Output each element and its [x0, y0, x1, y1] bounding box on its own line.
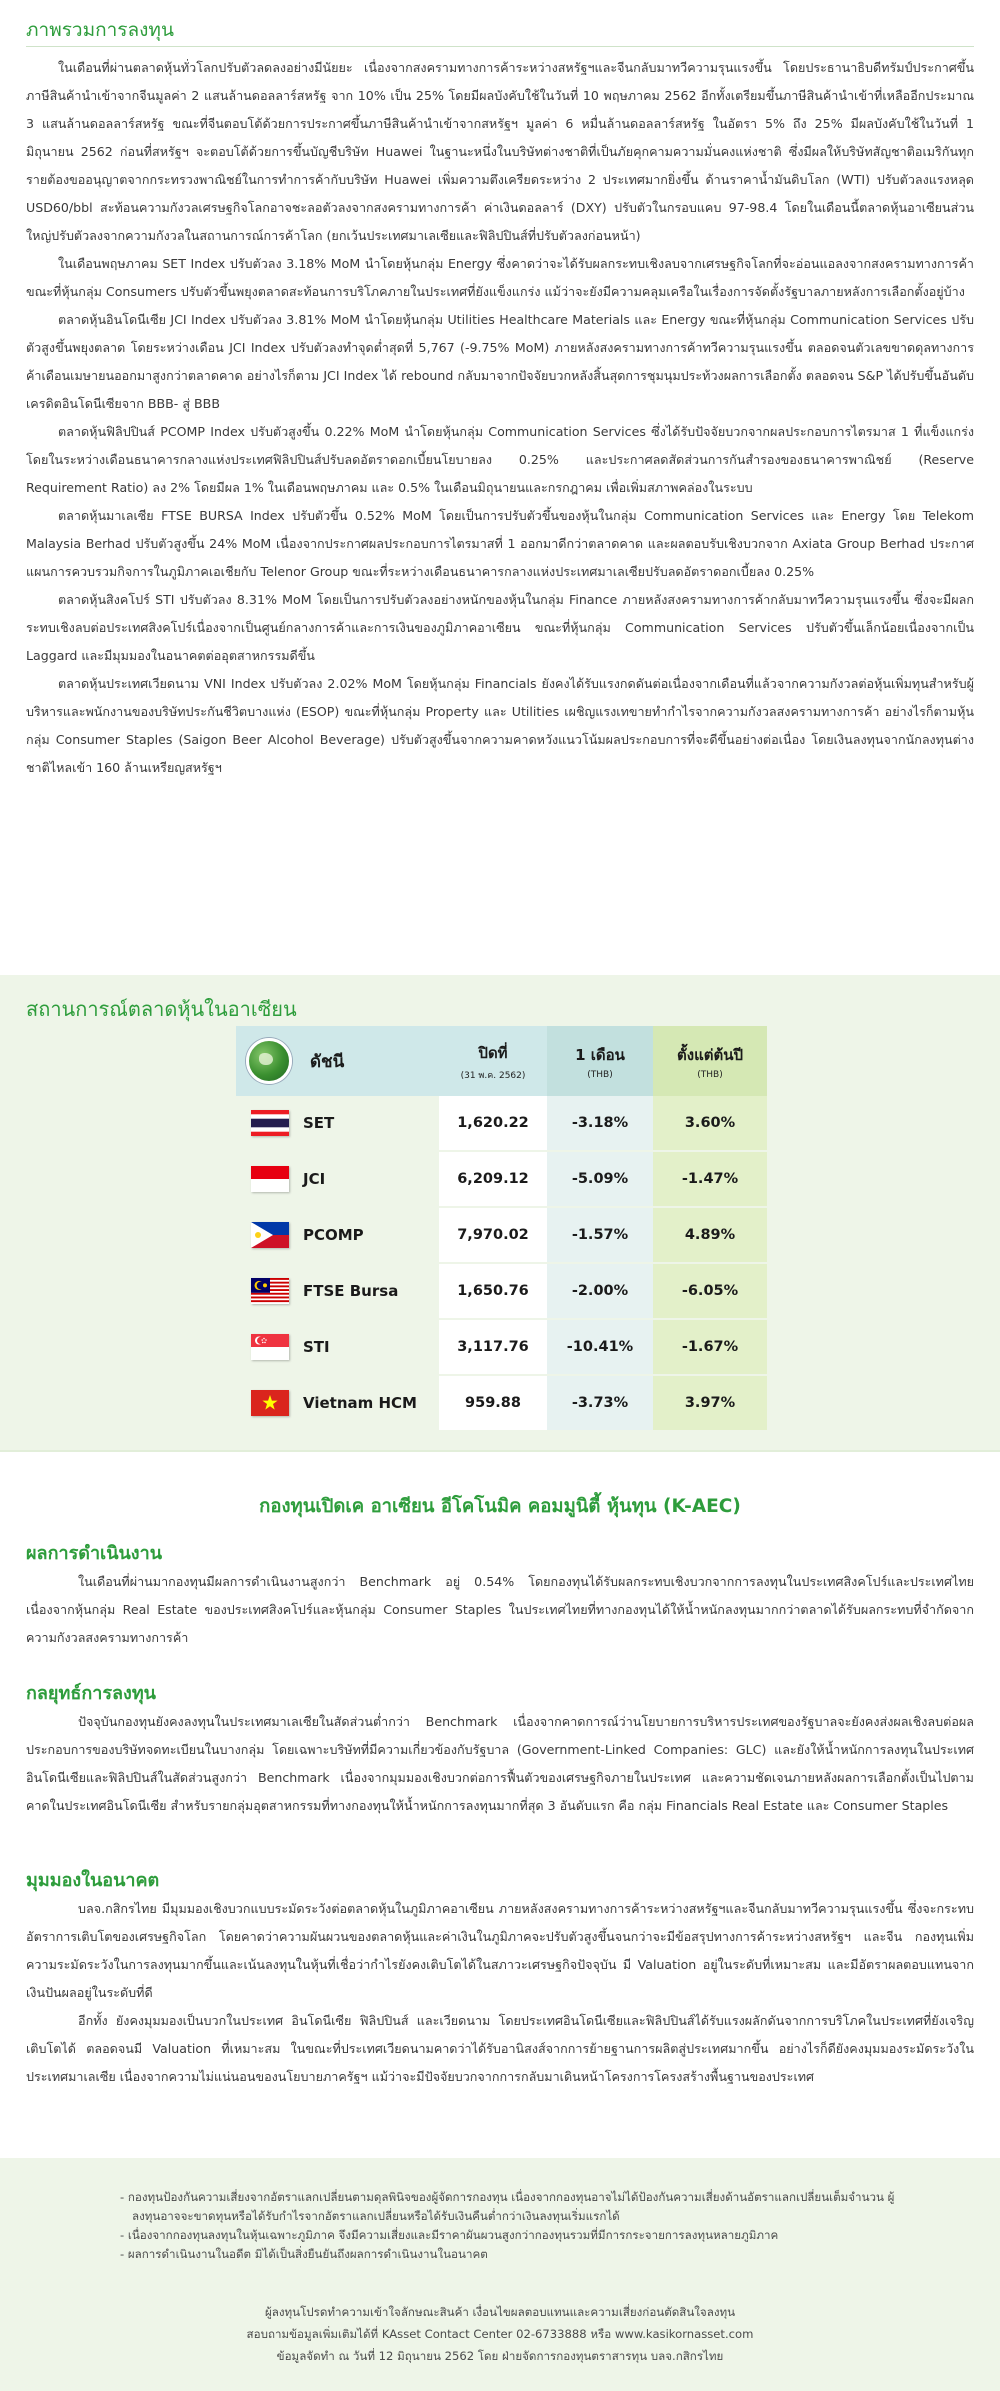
strategy-paragraph: ปัจจุบันกองทุนยังคงลงทุนในประเทศมาเลเซียในสัดส่วนต่ำกว่า Benchmark เนื่องจากคาดการณ์ว่านโยบายการบริหารประเทศของรัฐบาลจะยังคงส่งผลเชิงลบต่อผลประกอบการของบริษัทจดทะเบียนในบางกลุ่ม โดยเฉพาะบริษัทที่มีความเกี่ยวข้องกับรัฐบาล (Government-Linked Companies: GLC) และยังให้น้ำหนักการลงทุนในประเทศอินโดนีเซียและฟิลิปปินส์ในสัดส่วนสูงกว่า Benchmark เนื่องจากมุมมองเชิงบวกต่อการฟื้นตัวของเศรษฐกิจภายในประเทศ และความชัดเจนภายหลังผลการเลือกตั้งเป็นไปตามคาดในประเทศอินโดนีเซีย สำหรับรายกลุ่มอุตสาหกรรมที่ทางกองทุนให้น้ำหนักการลงทุนมากที่สุด 3 อันดับแรก คือ กลุ่ม Financials Real Estate และ Consumer Staples — [26, 1714, 974, 1813]
asean-index-table — [236, 1026, 767, 1432]
indonesia-flag-icon — [251, 1166, 289, 1192]
close-value: 6,209.12 — [439, 1152, 547, 1206]
header-ytd-unit: (THB) — [697, 1069, 723, 1080]
header-close-label: ปิดที่ — [478, 1043, 508, 1062]
close-value: 7,970.02 — [439, 1208, 547, 1262]
philippines-flag-icon — [251, 1222, 289, 1248]
close-value: 1,650.76 — [439, 1264, 547, 1318]
strategy-heading: กลยุทธ์การลงทุน — [26, 1683, 156, 1704]
disclaimer-list — [120, 2188, 920, 2264]
overview-paragraph: ตลาดหุ้นสิงคโปร์ STI ปรับตัวลง 8.31% MoM โดยเป็นการปรับตัวลงอย่างหนักของหุ้นในกลุ่ม Finance ภายหลังสงครามทางการค้ากลับมาทวีความรุนแรงขึ้น ซึ่งจะมีผลกระทบเชิงลบต่อประเทศสิงคโปร์เนื่องจากเป็นศูนย์กลางการค้าและการเงินของภูมิภาคอาเซียน ขณะที่หุ้นกลุ่ม Communication Services ปรับตัวขึ้นเล็กน้อยเนื่องจากเป็น Laggard และมีมุมมองในอนาคตต่ออุตสาหกรรมดีขึ้น — [26, 592, 974, 663]
overview-paragraph: ตลาดหุ้นมาเลเซีย FTSE BURSA Index ปรับตัวขึ้น 0.52% MoM โดยเป็นการปรับตัวขึ้นของหุ้นในกลุ่ม Communication Services และ Energy โดย Telekom Malaysia Berhad ปรับตัวสูงขึ้น 24% MoM เนื่องจากประกาศผลประกอบการไตรมาสที่ 1 ออกมาดีกว่าตลาดคาด และผลตอบรับเชิงบวกจาก Axiata Group Berhad ประกาศแผนการควบรวมกิจการในภูมิภาคเอเชียกับ Telenor Group ขณะที่ระหว่างเดือนธนาคารกลางแห่งประเทศมาเลเซียปรับลดอัตราดอกเบี้ยลง 0.25% — [26, 508, 974, 579]
overview-body — [26, 54, 974, 782]
overview-paragraph: ตลาดหุ้นฟิลิปปินส์ PCOMP Index ปรับตัวสูงขึ้น 0.22% MoM นำโดยหุ้นกลุ่ม Communication Services ซึ่งได้รับปัจจัยบวกจากผลประกอบการไตรมาส 1 ที่แข็งแกร่ง โดยในระหว่างเดือนธนาคารกลางแห่งประเทศฟิลิปปินส์ปรับลดอัตราดอกเบี้ยนโยบายลง 0.25% และประกาศลดสัดส่วนการกันสำรองของธนาคารพาณิชย์ (Reserve Requirement Ratio) ลง 2% โดยมีผล 1% ในเดือนพฤษภาคม และ 0.5% ในเดือนมิถุนายนและกรกฎาคม เพื่อเพิ่มสภาพคล่องในระบบ — [26, 424, 974, 495]
fund-title: กองทุนเปิดเค อาเซียน อีโคโนมิค คอมมูนิตี้ หุ้นทุน (K-AEC) — [259, 1496, 741, 1517]
fund-commentary-section — [0, 1450, 1000, 2158]
outlook-paragraph: บลจ.กสิกรไทย มีมุมมองเชิงบวกแบบระมัดระวังต่อตลาดหุ้นในภูมิภาคอาเซียน ภายหลังสงครามทางการค้าระหว่างสหรัฐฯและจีนกลับมาทวีความรุนแรงขึ้น ซึ่งจะกระทบอัตราการเติบโตของเศรษฐกิจโลก โดยคาดว่าความผันผวนของตลาดหุ้นและค่าเงินในภูมิภาคจะปรับตัวสูงขึ้นจนกว่าจะมีข้อสรุปทางการค้าระหว่างสหรัฐฯ และจีน กองทุนเพิ่มความระมัดระวังในการลงทุนมากขึ้นและเน้นลงทุนในหุ้นที่เชื่อว่ากำไรยังคงเติบโตได้ในสภาวะเศรษฐกิจปัจจุบัน มี Valuation อยู่ในระดับที่เหมาะสม และมีอัตราผลตอบแทนจากเงินปันผลอยู่ในระดับที่ดี — [26, 1901, 974, 2000]
header-close-date: (31 พ.ค. 2562) — [460, 1070, 526, 1081]
outlook-text — [26, 1895, 974, 2091]
one-month-return: -3.18% — [547, 1096, 653, 1150]
globe-icon — [246, 1038, 292, 1084]
index-cell — [236, 1376, 439, 1430]
malaysia-flag-icon — [251, 1278, 289, 1304]
performance-heading: ผลการดำเนินงาน — [26, 1543, 163, 1564]
one-month-return: -5.09% — [547, 1152, 653, 1206]
one-month-return: -1.57% — [547, 1208, 653, 1262]
section-divider — [0, 1450, 1000, 1452]
index-cell — [236, 1152, 439, 1206]
table-row — [236, 1376, 767, 1432]
ytd-return: 3.97% — [653, 1376, 767, 1430]
overview-paragraph: ในเดือนพฤษภาคม SET Index ปรับตัวลง 3.18% MoM นำโดยหุ้นกลุ่ม Energy ซึ่งคาดว่าจะได้รับผลกระทบเชิงลบจากเศรษฐกิจโลกที่จะอ่อนแอลงจากสงครามทางการค้า ขณะที่หุ้นกลุ่ม Consumers ปรับตัวขึ้นพยุงตลาดสะท้อนการบริโภคภายในประเทศที่ยังแข็งแกร่ง แม้ว่าจะยังมีความคลุมเครือในเรื่องการจัดตั้งรัฐบาลภายหลังการเลือกตั้งอยู่บ้าง — [26, 256, 974, 299]
one-month-return: -3.73% — [547, 1376, 653, 1430]
disclaimer-item: - เนื่องจากกองทุนลงทุนในหุ้นเฉพาะภูมิภาค จึงมีความเสี่ยงและมีราคาผันผวนสูงกว่ากองทุนรวมที่มีการกระจายการลงทุนหลายภูมิภาค — [120, 2228, 779, 2242]
overview-paragraph: ตลาดหุ้นอินโดนีเซีย JCI Index ปรับตัวลง 3.81% MoM นำโดยหุ้นกลุ่ม Utilities Healthcare Materials และ Energy ขณะที่หุ้นกลุ่ม Communication Services ปรับตัวสูงขึ้นพยุงตลาด โดยระหว่างเดือน JCI Index ปรับตัวลงทำจุดต่ำสุดที่ 5,767 (-9.75% MoM) ภายหลังสงครามทางการค้าทวีความรุนแรงขึ้น ตลอดจนตัวเลขขาดดุลทางการค้าเดือนเมษายนออกมาสูงกว่าตลาดคาด อย่างไรก็ตาม JCI Index ได้ rebound กลับมาจากปัจจัยบวกหลังสิ้นสุดการชุมนุมประท้วงผลการเลือกตั้ง ตลอดจน S&P ได้ปรับขึ้นอันดับเครดิตอินโดนีเซียจาก BBB- สู่ BBB — [26, 312, 974, 411]
table-row — [236, 1096, 767, 1152]
performance-text — [26, 1568, 974, 1652]
contact-footer — [0, 2301, 1000, 2367]
disclaimer-item: - กองทุนป้องกันความเสี่ยงจากอัตราแลกเปลี่ยนตามดุลพินิจของผู้จัดการกองทุน เนื่องจากกองทุนอาจไม่ได้ป้องกันความเสี่ยงด้านอัตราแลกเปลี่ยนเต็มจำนวน ผู้ลงทุนอาจจะขาดทุนหรือได้รับกำไรจากอัตราแลกเปลี่ยนหรือได้รับเงินคืนต่ำกว่าเงินลงทุนเริ่มแรกได้ — [120, 2190, 895, 2223]
header-1m-label: 1 เดือน — [575, 1045, 625, 1064]
investment-overview-section — [0, 0, 1000, 975]
header-1m-cell — [547, 1026, 653, 1096]
index-cell — [236, 1320, 439, 1374]
index-name: Vietnam HCM — [303, 1394, 417, 1412]
ytd-return: -1.47% — [653, 1152, 767, 1206]
ytd-return: -6.05% — [653, 1264, 767, 1318]
ytd-return: -1.67% — [653, 1320, 767, 1374]
index-cell — [236, 1096, 439, 1150]
index-name: PCOMP — [303, 1226, 364, 1244]
header-ytd-cell — [653, 1026, 767, 1096]
asean-market-section — [0, 975, 1000, 1450]
overview-paragraph: ตลาดหุ้นประเทศเวียดนาม VNI Index ปรับตัวลง 2.02% MoM โดยหุ้นกลุ่ม Financials ยังคงได้รับแรงกดดันต่อเนื่องจากเดือนที่แล้วจากความกังวลต่อหุ้นเพิ่มทุนสำหรับผู้บริหารและพนักงานของบริษัทประกันชีวิตบางแห่ง (ESOP) ขณะที่หุ้นกลุ่ม Property และ Utilities เผชิญแรงเทขายทำกำไรจากความกังวลสงครามทางการค้า อย่างไรก็ตามหุ้นกลุ่ม Consumer Staples (Saigon Beer Alcohol Beverage) ปรับตัวสูงขึ้นจากความคาดหวังแนวโน้มผลประกอบการที่จะดีขึ้นอย่างต่อเนื่อง โดยเงินลงทุนจากนักลงทุนต่างชาติไหลเข้า 160 ล้านเหรียญสหรัฐฯ — [26, 676, 974, 775]
index-cell — [236, 1264, 439, 1318]
one-month-return: -10.41% — [547, 1320, 653, 1374]
table-row — [236, 1264, 767, 1320]
table-row — [236, 1152, 767, 1208]
overview-title: ภาพรวมการลงทุน — [26, 19, 174, 41]
close-value: 959.88 — [439, 1376, 547, 1430]
title-divider — [26, 46, 974, 47]
thailand-flag-icon — [251, 1110, 289, 1136]
asean-title: สถานการณ์ตลาดหุ้นในอาเซียน — [26, 997, 297, 1021]
disclaimer-item: - ผลการดำเนินงานในอดีต มิได้เป็นสิ่งยืนยันถึงผลการดำเนินงานในอนาคต — [120, 2247, 488, 2261]
vietnam-flag-icon — [251, 1390, 289, 1416]
contact-info: สอบถามข้อมูลเพิ่มเติมได้ที่ KAsset Contact Center 02-6733888 หรือ www.kasikornasset.com — [246, 2327, 754, 2341]
disclaimer-section — [0, 2158, 1000, 2391]
performance-paragraph: ในเดือนที่ผ่านมากองทุนมีผลการดำเนินงานสูงกว่า Benchmark อยู่ 0.54% โดยกองทุนได้รับผลกระทบเชิงบวกจากการลงทุนในประเทศสิงคโปร์และประเทศไทย เนื่องจากหุ้นกลุ่ม Real Estate ของประเทศสิงคโปร์และหุ้นกลุ่ม Consumer Staples ในประเทศไทยที่ทางกองทุนได้ให้น้ำหนักลงทุนมากกว่าตลาดได้รับผลกระทบที่จำกัดจากความกังวลสงครามทางการค้า — [26, 1574, 974, 1645]
index-name: SET — [303, 1114, 335, 1132]
header-ytd-label: ตั้งแต่ต้นปี — [677, 1045, 743, 1064]
ytd-return: 3.60% — [653, 1096, 767, 1150]
index-name: JCI — [303, 1170, 326, 1188]
overview-paragraph: ในเดือนที่ผ่านตลาดหุ้นทั่วโลกปรับตัวลดลงอย่างมีนัยยะ เนื่องจากสงครามทางการค้าระหว่างสหรัฐฯและจีนกลับมาทวีความรุนแรงขึ้น โดยประธานาธิบดีทรัมป์ประกาศขึ้นภาษีสินค้านำเข้าจากจีนมูลค่า 2 แสนล้านดอลลาร์สหรัฐ จาก 10% เป็น 25% โดยมีผลบังคับใช้ในวันที่ 10 พฤษภาคม 2562 อีกทั้งเตรียมขึ้นภาษีสินค้านำเข้าที่เหลืออีกประมาณ 3 แสนล้านดอลลาร์สหรัฐ ขณะที่จีนตอบโต้ด้วยการประกาศขึ้นภาษีสินค้านำเข้าจากสหรัฐฯ มูลค่า 6 หมื่นล้านดอลลาร์สหรัฐ ในอัตรา 5% ถึง 25% มีผลบังคับใช้ในวันที่ 1 มิถุนายน 2562 ก่อนที่สหรัฐฯ จะตอบโต้ด้วยการขึ้นบัญชีบริษัท Huawei ในฐานะหนึ่งในบริษัทต่างชาติที่เป็นภัยคุกคามความมั่นคงแห่งชาติ ซึ่งมีผลให้บริษัทสัญชาติอเมริกันทุกรายต้องขออนุญาตจากกระทรวงพาณิชย์ในการทำการค้ากับบริษัท Huawei เพิ่มความตึงเครียดระหว่าง 2 ประเทศมากยิ่งขึ้น ด้านราคาน้ำมันดิบโลก (WTI) ปรับตัวลงแรงหลุด USD60/bbl สะท้อนความกังวลเศรษฐกิจโลกอาจชะลอตัวลงจากสงครามทางการค้า ค่าเงินดอลลาร์ (DXY) ปรับตัวในกรอบแคบ 97-98.4 โดยในเดือนนี้ตลาดหุ้นอาเซียนส่วนใหญ่ปรับตัวลงจากความกังวลในสถานการณ์การค้าโลก (ยกเว้นประเทศมาเลเซียและฟิลิปปินส์ที่ปรับตัวลงก่อนหน้า) — [26, 60, 974, 243]
header-1m-unit: (THB) — [587, 1069, 613, 1080]
table-header — [236, 1026, 767, 1096]
index-cell — [236, 1208, 439, 1262]
close-value: 3,117.76 — [439, 1320, 547, 1374]
prepared-date: ข้อมูลจัดทำ ณ วันที่ 12 มิถุนายน 2562 โดย ฝ่ายจัดการกองทุนตราสารทุน บลจ.กสิกรไทย — [276, 2349, 724, 2363]
header-close-cell — [439, 1026, 547, 1096]
one-month-return: -2.00% — [547, 1264, 653, 1318]
ytd-return: 4.89% — [653, 1208, 767, 1262]
singapore-flag-icon — [251, 1334, 289, 1360]
header-index-label: ดัชนี — [310, 1051, 345, 1072]
table-row — [236, 1320, 767, 1376]
index-name: STI — [303, 1338, 330, 1356]
outlook-paragraph: อีกทั้ง ยังคงมุมมองเป็นบวกในประเทศ อินโดนีเซีย ฟิลิปปินส์ และเวียดนาม โดยประเทศอินโดนีเซียและฟิลิปปินส์ได้รับแรงผลักดันจากการบริโภคในประเทศที่ยังเจริญเติบโตได้ ตลอดจนมี Valuation ที่เหมาะสม ในขณะที่ประเทศเวียดนามคาดว่าได้รับอานิสงส์จากการย้ายฐานการผลิตสู่ประเทศมากขึ้น อย่างไรก็ดียังคงมุมมองระมัดระวังในประเทศมาเลเซีย เนื่องจากความไม่แน่นอนของนโยบายภาครัฐฯ แม้ว่าจะมีปัจจัยบวกจากการกลับมาเดินหน้าโครงการโครงสร้างพื้นฐานของประเทศ — [26, 2013, 974, 2084]
header-index-cell — [236, 1026, 439, 1096]
close-value: 1,620.22 — [439, 1096, 547, 1150]
outlook-heading: มุมมองในอนาคต — [26, 1870, 160, 1891]
index-name: FTSE Bursa — [303, 1282, 399, 1300]
risk-warning: ผู้ลงทุนโปรดทำความเข้าใจลักษณะสินค้า เงื่อนไขผลตอบแทนและความเสี่ยงก่อนตัดสินใจลงทุน — [264, 2305, 736, 2319]
table-row — [236, 1208, 767, 1264]
strategy-text — [26, 1708, 974, 1820]
